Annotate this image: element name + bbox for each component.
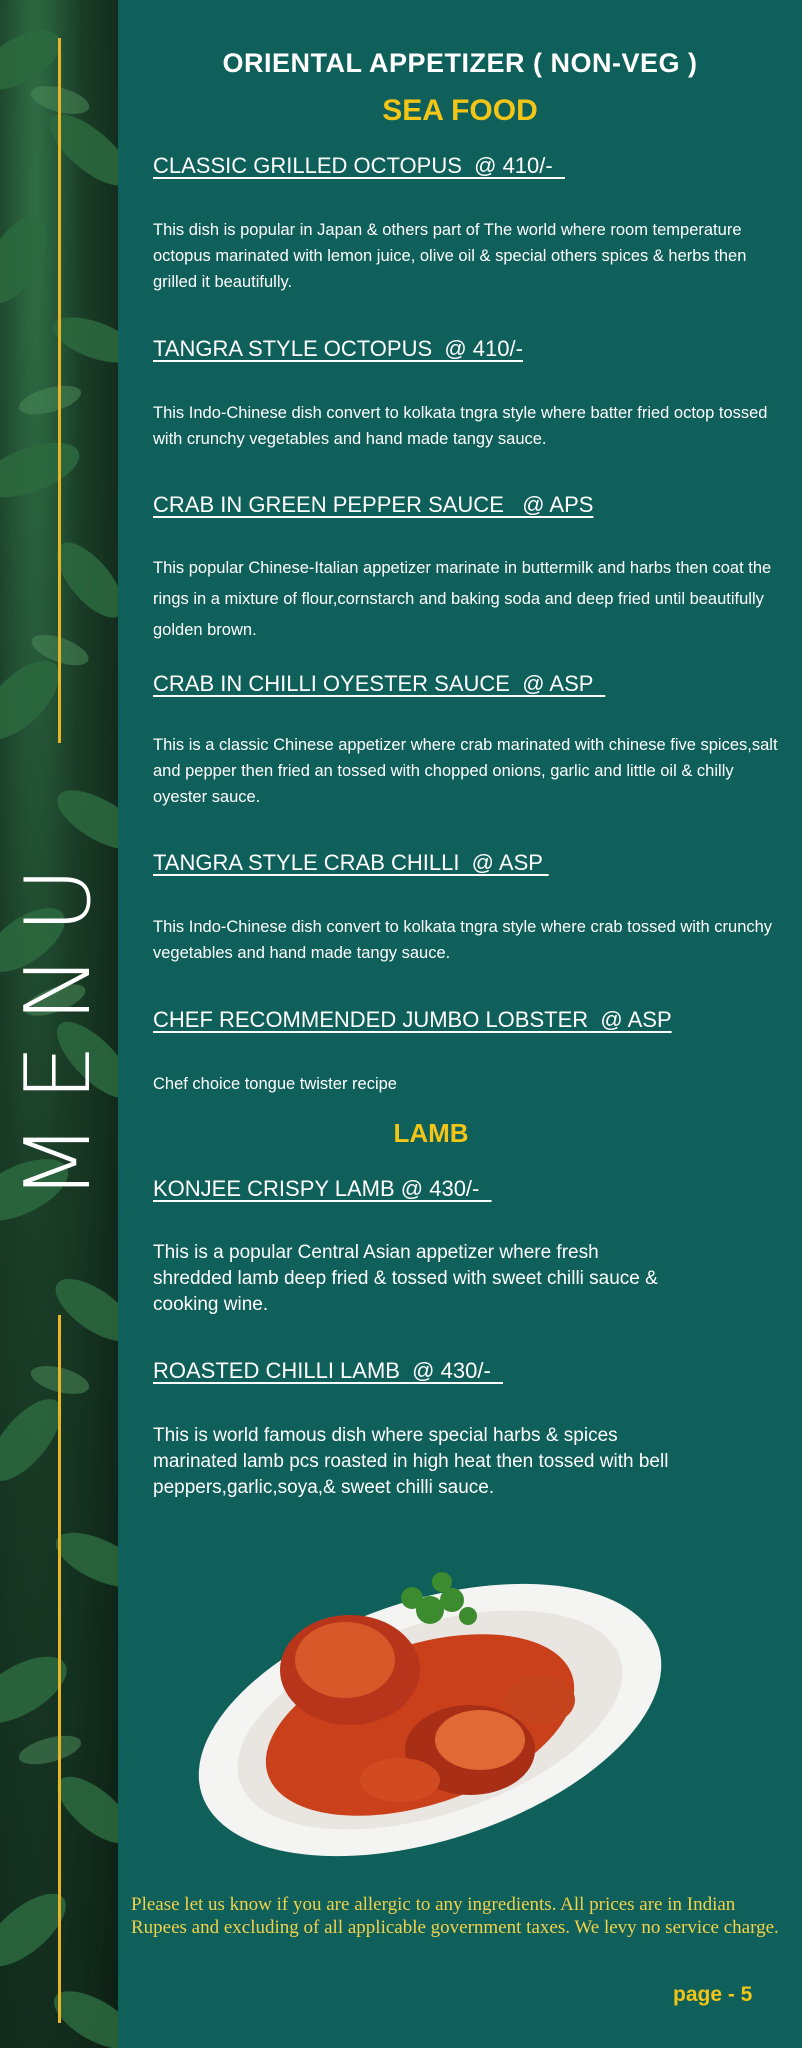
item-desc-roasted-chilli-lamb: This is world famous dish where special harbs & spices marinated lamb pcs roasted in high heat then tossed with bell peppers,garlic,soya,& sweet chilli sauce. (153, 1425, 669, 1498)
item-desc-crab-chilli-oyester: This is a classic Chinese appetizer where crab marinated with chinese five spices,salt and pepper then fried an tossed with chopped onions, garlic and little oil & chilly oyester sauce. (153, 736, 778, 806)
item-title-tangra-crab-chilli: TANGRA STYLE CRAB CHILLI @ ASP (153, 850, 549, 875)
section-title-seafood: SEA FOOD (382, 94, 538, 127)
item-title-konjee-crispy-lamb: KONJEE CRISPY LAMB @ 430/- (153, 1176, 492, 1201)
section-title-lamb: LAMB (393, 1118, 469, 1148)
item-desc-konjee-crispy-lamb: This is a popular Central Asian appetizer where fresh shredded lamb deep fried & tossed with sweet chilli sauce & cooking wine. (153, 1242, 658, 1315)
page-number: page - 5 (673, 1983, 753, 2006)
item-title-crab-chilli-oyester: CRAB IN CHILLI OYESTER SAUCE @ ASP (153, 671, 606, 696)
item-desc-tangra-crab-chilli: This Indo-Chinese dish convert to kolkata tngra style where crab tossed with crunchy vegetables and hand made tangy sauce. (153, 918, 773, 962)
item-desc-crab-green-pepper: This popular Chinese-Italian appetizer marinate in buttermilk and harbs then coat the rings in a mixture of flour,cornstarch and baking soda and deep fried until beautifully golden brown. (153, 559, 772, 639)
crab-dish-image (180, 1520, 680, 1880)
leaf-sidebar (0, 0, 118, 2048)
item-desc-classic-grilled-octopus: This dish is popular in Japan & others part of The world where room temperature octopus marinated with lemon juice, olive oil & special others spices & herbs then grilled it beautifully. (153, 221, 747, 291)
item-title-jumbo-lobster: CHEF RECOMMENDED JUMBO LOBSTER @ ASP (153, 1007, 672, 1032)
item-title-classic-grilled-octopus: CLASSIC GRILLED OCTOPUS @ 410/- (153, 153, 565, 178)
item-title-roasted-chilli-lamb: ROASTED CHILLI LAMB @ 430/- (153, 1358, 503, 1383)
item-desc-tangra-octopus: This Indo-Chinese dish convert to kolkata tngra style where batter fried octop tossed with crunchy vegetables and hand made tangy sauce. (153, 404, 768, 448)
allergy-price-note: Please let us know if you are allergic to any ingredients. All prices are in Indian Rupees and excluding of all applicable government taxes. We levy no service charge. (131, 1894, 779, 1938)
sidebar-gold-line-bottom (58, 1315, 61, 2023)
item-desc-jumbo-lobster: Chef choice tongue twister recipe (153, 1075, 397, 1093)
item-title-tangra-octopus: TANGRA STYLE OCTOPUS @ 410/- (153, 336, 523, 361)
sidebar-gold-line-top (58, 38, 61, 743)
menu-vertical-word: MENU (6, 845, 111, 1201)
item-title-crab-green-pepper: CRAB IN GREEN PEPPER SAUCE @ APS (153, 492, 594, 517)
page-title: ORIENTAL APPETIZER ( NON-VEG ) (222, 48, 698, 78)
